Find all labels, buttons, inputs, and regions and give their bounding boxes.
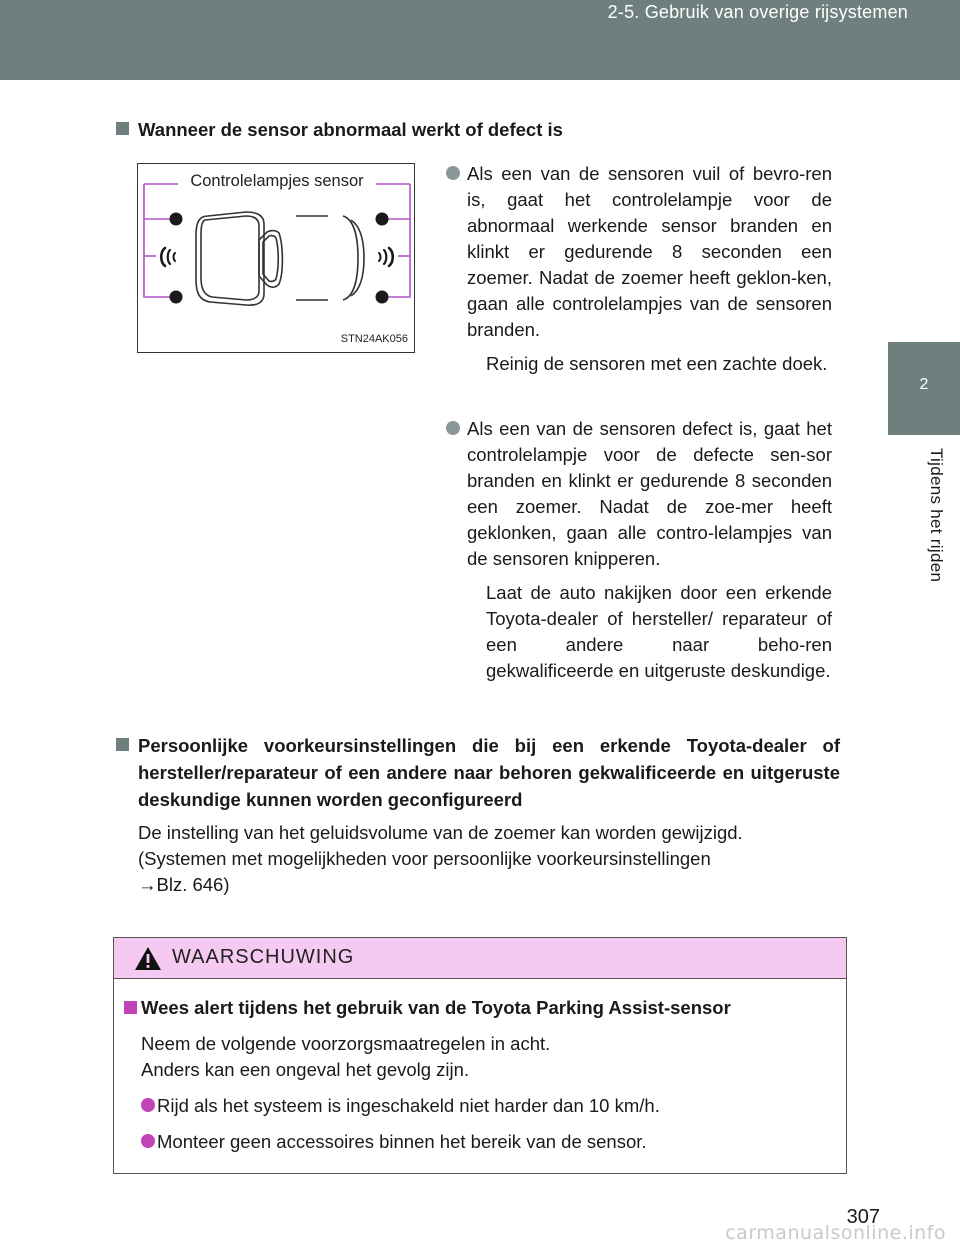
bullet-text: Als een van de sensoren defect is, gaat het controlelampje voor de defecte sen-sor branden en klinkt er gedurende 8 seconden een zoemer. Nadat de zoe-mer heeft geklonken, gaan alle contro-lelampjes van de sensoren knipperen. [467, 418, 832, 569]
chapter-title: 2-5. Gebruik van overige rijsystemen [607, 2, 908, 22]
watermark: carmanualsonline.info [725, 1222, 946, 1244]
warning-bullet-accessories: Monteer geen accessoires binnen het bereik van de sensor. [124, 1129, 839, 1155]
bullet-subtext: Laat de auto nakijken door een erkende Toyota-dealer of hersteller/ reparateur of een andere naar beho-ren gekwalificeerde en uitgeruste deskundige. [486, 582, 832, 681]
chapter-label: Tijdens het rijden [927, 448, 946, 583]
car-sensor-diagram [138, 164, 416, 354]
bullet-icon [446, 166, 460, 180]
customization-text [138, 820, 838, 898]
square-bullet-icon [116, 122, 129, 135]
bullet-icon [141, 1134, 155, 1148]
warning-content [124, 994, 839, 1155]
section-heading-sensor: Wanneer de sensor abnormaal werkt of defect is [118, 116, 838, 143]
figure-label: Controlelampjes sensor [190, 172, 364, 190]
warning-header [114, 938, 846, 979]
sensor-indicator-figure [137, 163, 415, 353]
bullet-icon [141, 1098, 155, 1112]
square-bullet-icon [116, 738, 129, 751]
warning-heading: Wees alert tijdens het gebruik van de Toyota Parking Assist-sensor [124, 994, 839, 1021]
bullet-subtext: Reinig de sensoren met een zachte doek. [486, 353, 828, 374]
warning-bullet-speed: Rijd als het systeem is ingeschakeld niet harder dan 10 km/h. [124, 1093, 839, 1119]
bullet-defect-sensor [446, 416, 832, 684]
car-outline-icon [196, 212, 364, 305]
figure-code: STN24AK056 [340, 333, 408, 345]
bullet-dirty-sensor [446, 161, 832, 377]
page-number: 307 [846, 1206, 880, 1228]
header-bar [0, 0, 960, 80]
customization-line-3: →Blz. 646) [138, 874, 230, 895]
chapter-number: 2 [919, 376, 929, 393]
section-heading-customization: Persoonlijke voorkeursinstellingen die bij een erkende Toyota-dealer of hersteller/reparateur of een andere naar behoren gekwalificeerde en uitgeruste deskundige kunnen worden geconfigureerd [118, 732, 840, 813]
warning-title: WAARSCHUWING [172, 946, 355, 968]
square-bullet-icon [124, 1001, 137, 1014]
bullet-icon [446, 421, 460, 435]
bullet-text: Als een van de sensoren vuil of bevro-ren is, gaat het controlelampje voor de abnormaal werkende sensor branden en klinkt er gedurende 8 seconden een zoemer. Nadat de zoemer heeft geklon-ken, gaan alle controlelampjes van de sensoren branden. [467, 163, 832, 340]
warning-paragraph: Neem de volgende voorzorgsmaatregelen in acht. Anders kan een ongeval het gevolg zijn. [141, 1033, 551, 1080]
warning-box [113, 937, 847, 1174]
warning-triangle-icon [134, 946, 162, 971]
customization-line-1: De instelling van het geluidsvolume van de zoemer kan worden gewijzigd. [138, 822, 743, 843]
chapter-tab [888, 342, 960, 435]
customization-line-2: (Systemen met mogelijkheden voor persoonlijke voorkeursinstellingen [138, 848, 711, 869]
